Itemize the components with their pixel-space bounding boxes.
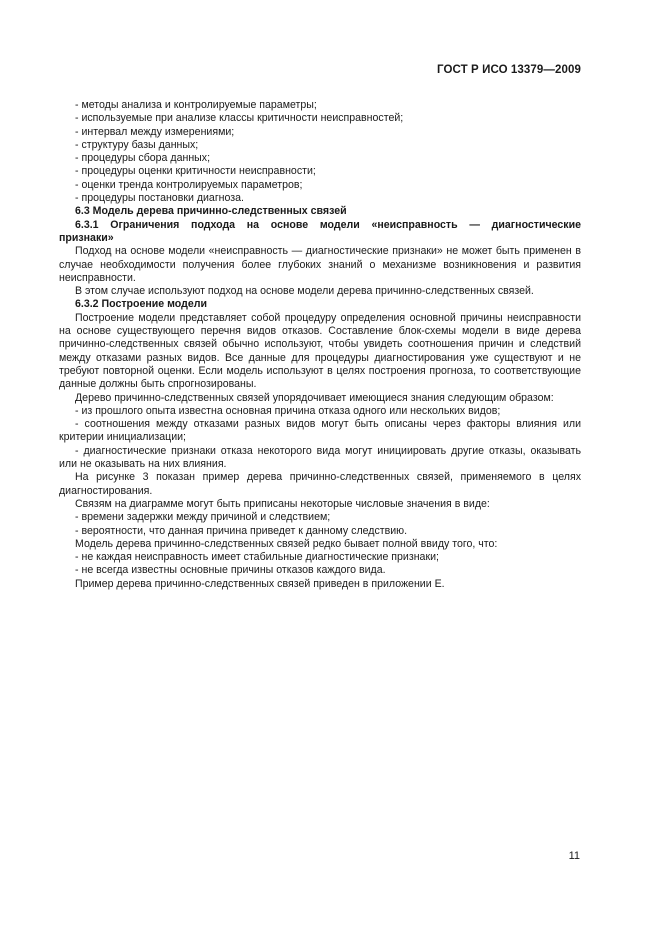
section-6-3-2-heading: 6.3.2 Построение модели xyxy=(75,298,207,311)
list-item: - процедуры сбора данных; xyxy=(75,152,211,165)
document-body xyxy=(59,99,581,591)
page-number: 11 xyxy=(568,850,580,862)
list-item: - диагностические признаки отказа некоторого вида могут инициировать другие отказы, оказывать или не оказывать на них влияния. xyxy=(59,444,581,471)
paragraph: На рисунке 3 показан пример дерева причинно-следственных связей, применяемого в целях диагностирования. xyxy=(59,471,581,497)
paragraph: Связям на диаграмме могут быть приписаны некоторые числовые значения в виде: xyxy=(75,497,490,510)
paragraph: Построение модели представляет собой процедуру определения основной причины неисправности на основе существующего перечня видов отказов. Составление блок-схемы модели в виде дерева причинно-следственных связей обычно используют, чтобы увидеть соотношения причин и следствий между отказами разных видов. Все данные для процедуры диагностирования уже существуют и не требуют повторной оценки. Если модель используют в целях построения прогноза, то соответствующие данные должны быть спрогнозированы. xyxy=(59,311,581,391)
paragraph: Пример дерева причинно-следственных связей приведен в приложении Е. xyxy=(75,577,445,590)
list-item: - из прошлого опыта известна основная причина отказа одного или нескольких видов; xyxy=(75,404,501,417)
list-item: - не всегда известны основные причины отказов каждого вида. xyxy=(75,564,386,577)
list-item: - структуру базы данных; xyxy=(75,138,199,151)
paragraph: В этом случае используют подход на основе модели дерева причинно-следственных связей. xyxy=(75,285,534,298)
list-item: - оценки тренда контролируемых параметров; xyxy=(75,178,303,191)
page-header: ГОСТ Р ИСО 13379—2009 xyxy=(436,64,581,76)
list-item: - используемые при анализе классы критичности неисправностей; xyxy=(75,112,404,125)
list-item: - времени задержки между причиной и следствием; xyxy=(75,511,331,524)
list-item: - интервал между измерениями; xyxy=(75,125,235,138)
list-item: - не каждая неисправность имеет стабильные диагностические признаки; xyxy=(75,551,439,564)
list-item: - методы анализа и контролируемые параметры; xyxy=(75,99,317,111)
paragraph: Подход на основе модели «неисправность — диагностические признаки» не может быть применен в случае необходимости получения более глубоких знаний о механизме возникновения и развития неисправности. xyxy=(59,245,581,284)
list-item: - процедуры постановки диагноза. xyxy=(75,192,244,205)
paragraph: Модель дерева причинно-следственных связей редко бывает полной ввиду того, что: xyxy=(75,537,498,550)
list-item: - соотношения между отказами разных видов могут быть описаны через факторы влияния или критерии инициализации; xyxy=(59,418,581,444)
paragraph: Дерево причинно-следственных связей упорядочивает имеющиеся знания следующим образом: xyxy=(75,391,554,404)
section-6-3-1-heading: 6.3.1 Ограничения подхода на основе модели «неисправность — диагностические признаки» xyxy=(59,218,581,244)
section-6-3-heading: 6.3 Модель дерева причинно-следственных связей xyxy=(75,205,347,218)
list-item: - процедуры оценки критичности неисправности; xyxy=(75,165,316,178)
list-item: - вероятности, что данная причина приведет к данному следствию. xyxy=(75,524,408,537)
parameter-list xyxy=(59,99,581,205)
